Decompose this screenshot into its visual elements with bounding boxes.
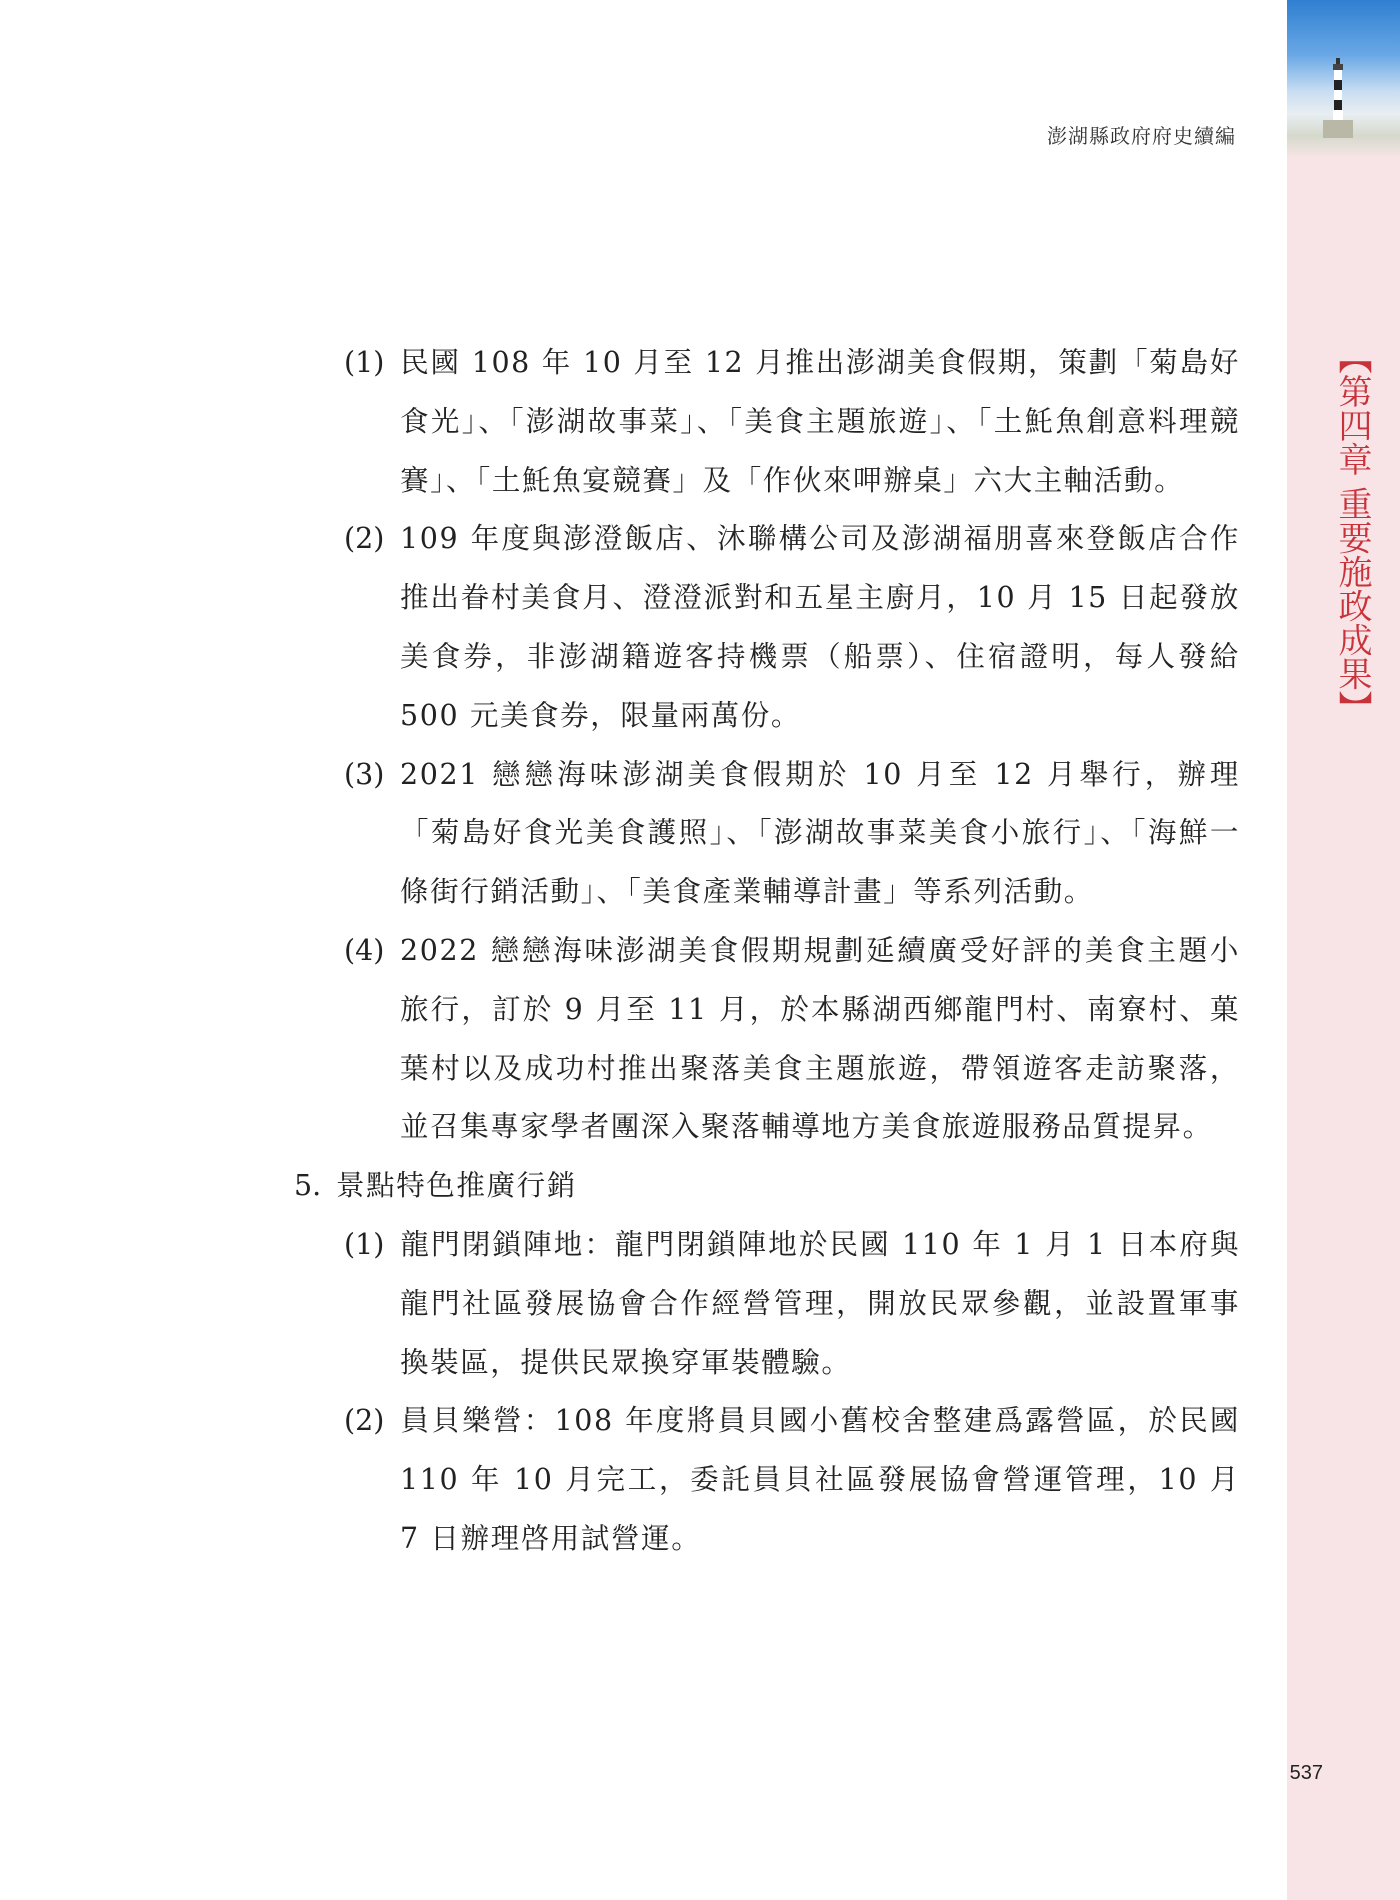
section-number: 5. — [294, 1169, 322, 1203]
item-number: (2) — [344, 522, 385, 556]
item-number: (4) — [344, 933, 385, 967]
document-body — [294, 334, 1240, 1569]
item-number: (2) — [344, 1404, 385, 1438]
list-item — [300, 510, 1240, 745]
item-text: 龍門閉鎖陣地：龍門閉鎖陣地於民國 110 年 1 月 1 日本府與龍門社區發展協會合作經營管理，開放民眾參觀，並設置軍事換裝區，提供民眾換穿軍裝體驗。 — [400, 1227, 1240, 1379]
item-number: (1) — [344, 346, 385, 379]
list-item — [300, 334, 1240, 510]
item-number: (3) — [344, 757, 385, 791]
list-item — [300, 1216, 1240, 1392]
item-text: 2022 戀戀海味澎湖美食假期規劃延續廣受好評的美食主題小旅行，訂於 9 月至 11 月，於本縣湖西鄉龍門村、南寮村、菓葉村以及成功村推出聚落美食主題旅遊，帶領遊客走訪聚落，並召集專家學者團深入聚落輔導地方美食旅遊服務品質提昇。 — [400, 933, 1240, 1144]
list-item — [300, 1392, 1240, 1568]
item-number: (1) — [344, 1227, 385, 1261]
list-item — [300, 922, 1240, 1157]
chapter-tab-label: 【第四章 重要施政成果】 — [1332, 340, 1372, 725]
list-item — [300, 746, 1240, 922]
lighthouse-photo — [1287, 0, 1400, 158]
lighthouse-icon — [1323, 58, 1353, 138]
item-text: 2021 戀戀海味澎湖美食假期於 10 月至 12 月舉行，辦理「菊島好食光美食護照」、「澎湖故事菜美食小旅行」、「海鮮一條街行銷活動」、「美食產業輔導計畫」等系列活動。 — [400, 757, 1240, 909]
item-text: 民國 108 年 10 月至 12 月推出澎湖美食假期，策劃「菊島好食光」、「澎湖故事菜」、「美食主題旅遊」、「土魠魚創意料理競賽」、「土魠魚宴競賽」及「作伙來呷辦桌」六大主軸活動。 — [400, 346, 1240, 497]
item-text: 109 年度與澎澄飯店、沐聯構公司及澎湖福朋喜來登飯店合作推出眷村美食月、澄澄派對和五星主廚月，10 月 15 日起發放美食券，非澎湖籍遊客持機票（船票）、住宿證明，每人發給 500 元美食券，限量兩萬份。 — [400, 522, 1240, 732]
book-title-header: 澎湖縣政府府史續編 — [1047, 124, 1236, 148]
section-title: 景點特色推廣行銷 — [336, 1169, 577, 1203]
section-heading — [294, 1157, 1240, 1216]
page-number: 537 — [1289, 1762, 1323, 1784]
chapter-sidebar — [1287, 0, 1400, 1900]
item-text: 員貝樂營：108 年度將員貝國小舊校舍整建爲露營區，於民國 110 年 10 月完工，委託員貝社區發展協會營運管理，10 月 7 日辦理啓用試營運。 — [400, 1404, 1240, 1555]
